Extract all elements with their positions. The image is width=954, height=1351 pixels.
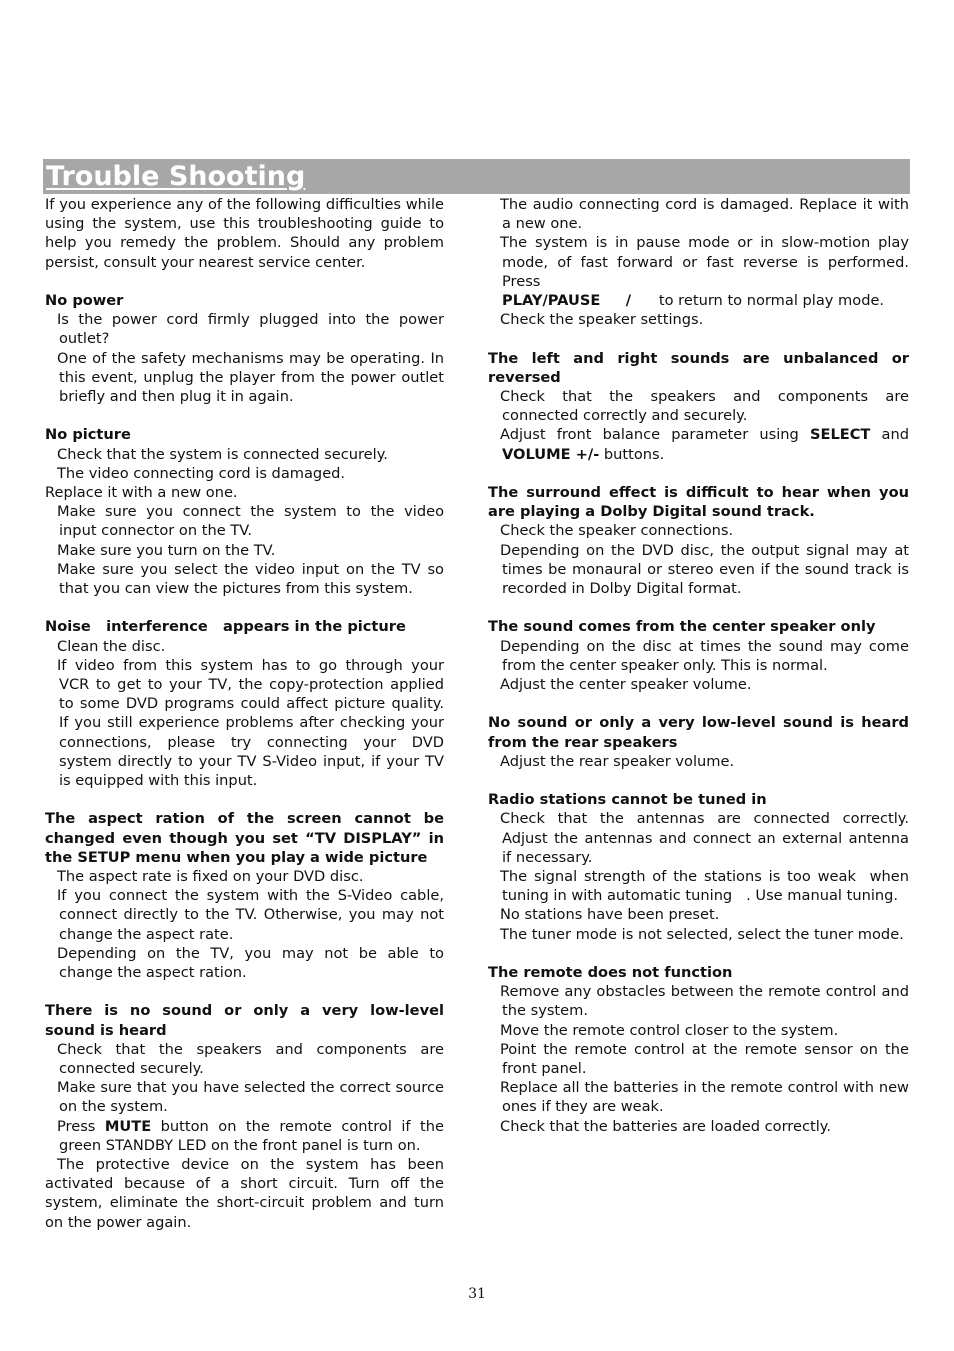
section-radio (488, 790, 914, 944)
section-no-power (45, 291, 444, 406)
intro-paragraph: If you experience any of the following difficulties while using the system, use this troubleshooting guide to help you remedy the problem. Should any problem persist, consult your nearest service center. (45, 196, 444, 271)
list-item: Make sure you turn on the TV. (57, 541, 276, 559)
list-item: Check that the antennas are connected correctly. Adjust the antennas and connect an external antenna if necessary. (500, 810, 909, 866)
list-item: Check the speaker connections. (500, 522, 734, 540)
list-item: Point the remote control at the remote sensor on the front panel. (500, 1040, 909, 1078)
text-span: to return to normal play mode. (631, 292, 885, 310)
list-item: The protective device on the system has been activated because of a short circuit. Turn off the system, eliminate the short-circuit problem and turn on the power again. (45, 1156, 444, 1231)
list-item: If video from this system has to go through your VCR to get to your TV, the copy-protection applied to some DVD programs could affect picture quality. If you still experience problems after checking your connections, please try connecting your DVD system directly to your TV S-Video input, if your TV is equipped with this input. (57, 656, 444, 790)
section-heading: Noise interference appears in the picture (45, 618, 406, 636)
list-item: Check that the batteries are loaded correctly. (500, 1117, 831, 1135)
text-span: button on the remote control if the green STANDBY LED on the front panel is turn on. (59, 1117, 444, 1154)
section-heading: The aspect ration of the screen cannot be changed even though you set “TV DISPLAY” in the SETUP menu when you play a wide picture (45, 810, 444, 866)
list-item: Move the remote control closer to the system. (500, 1021, 839, 1039)
list-item: The audio connecting cord is damaged. Replace it with a new one. (500, 196, 909, 233)
section-remote (488, 963, 909, 1136)
list-item: The signal strength of the stations is too weak when tuning in with automatic tuning . Use manual tuning. (500, 868, 914, 905)
list-item: Depending on the DVD disc, the output signal may at times be monaural or stereo even if the sound track is recorded in Dolby Digital format. (500, 541, 909, 598)
list-item: Check that the speakers and components are connected correctly and securely. (500, 388, 909, 425)
section-heading: Radio stations cannot be tuned in (488, 791, 767, 809)
list-item: Clean the disc. (57, 637, 166, 655)
select-label: SELECT (809, 426, 871, 444)
list-item: If you connect the system with the S-Video cable, connect directly to the TV. Otherwise, you may not change the aspect rate. (57, 887, 444, 943)
list-item: No stations have been preset. (500, 906, 720, 924)
list-item: Make sure that you have selected the correct source on the system. (57, 1079, 444, 1116)
section-heading: There is no sound or only a very low-level sound is heard (45, 1002, 444, 1039)
volume-label: VOLUME +/- (502, 445, 600, 463)
list-item: Make sure you connect the system to the video input connector on the TV. (57, 503, 444, 540)
list-item: Adjust the rear speaker volume. (500, 752, 735, 770)
list-item: Check that the system is connected securely. (57, 445, 388, 463)
list-item: Replace it with a new one. (45, 484, 238, 502)
list-item: Depending on the disc at times the sound may come from the center speaker only. This is normal. (500, 637, 909, 674)
section-surround (488, 483, 909, 598)
list-item: The aspect rate is fixed on your DVD disc. (57, 868, 364, 886)
list-item: The video connecting cord is damaged. (57, 464, 346, 482)
list-item (488, 425, 909, 463)
list-item: One of the safety mechanisms may be operating. In this event, unplug the player from the power outlet briefly and then plug it in again. (57, 349, 444, 406)
play-pause-label: PLAY/PAUSE / (502, 292, 632, 310)
list-item: Replace all the batteries in the remote control with new ones if they are weak. (500, 1079, 909, 1116)
section-heading: The remote does not function (488, 964, 733, 982)
section-heading: No sound or only a very low-level sound is heard from the rear speakers (488, 714, 909, 751)
list-item: Check the speaker settings. (500, 311, 704, 329)
list-item: Adjust the center speaker volume. (500, 676, 752, 694)
section-no-picture (45, 425, 444, 598)
left-column (45, 195, 444, 1232)
list-item: Check that the speakers and components are connected securely. (57, 1040, 444, 1078)
title-bar (43, 159, 910, 194)
section-no-sound (45, 1001, 444, 1231)
list-item (45, 1117, 444, 1155)
text-span: Adjust front balance parameter using (500, 426, 810, 444)
section-center-speaker (488, 617, 909, 694)
list-item: The tuner mode is not selected, select the tuner mode. (500, 925, 904, 943)
section-noise (45, 617, 444, 790)
page-number: 31 (468, 1286, 486, 1302)
section-aspect-ratio (45, 809, 444, 982)
list-item: Make sure you select the video input on the TV so that you can view the pictures from this system. (57, 560, 444, 598)
list-item: Remove any obstacles between the remote control and the system. (500, 983, 909, 1020)
section-heading: No power (45, 292, 124, 309)
mute-label: MUTE (104, 1117, 152, 1135)
section-continued (488, 195, 909, 329)
section-heading: No picture (45, 426, 131, 444)
page-title: Trouble Shooting (46, 161, 306, 192)
text-span: and (870, 426, 909, 444)
list-item: Depending on the TV, you may not be able to change the aspect ration. (57, 944, 444, 982)
list-item: Is the power cord firmly plugged into the power outlet? (57, 311, 444, 348)
section-rear-speakers (488, 713, 909, 771)
section-unbalanced (488, 349, 909, 464)
text-span: Press (57, 1117, 105, 1135)
section-heading: The surround effect is difficult to hear when you are playing a Dolby Digital sound track. (488, 484, 909, 521)
list-item (488, 233, 909, 310)
text-span: The system is in pause mode or in slow-motion play mode, of fast forward or fast reverse is performed. Press (500, 234, 909, 290)
section-heading: The sound comes from the center speaker only (488, 618, 876, 636)
text-span: buttons. (599, 445, 665, 463)
right-column (488, 195, 914, 1136)
section-heading: The left and right sounds are unbalanced or reversed (488, 349, 909, 386)
